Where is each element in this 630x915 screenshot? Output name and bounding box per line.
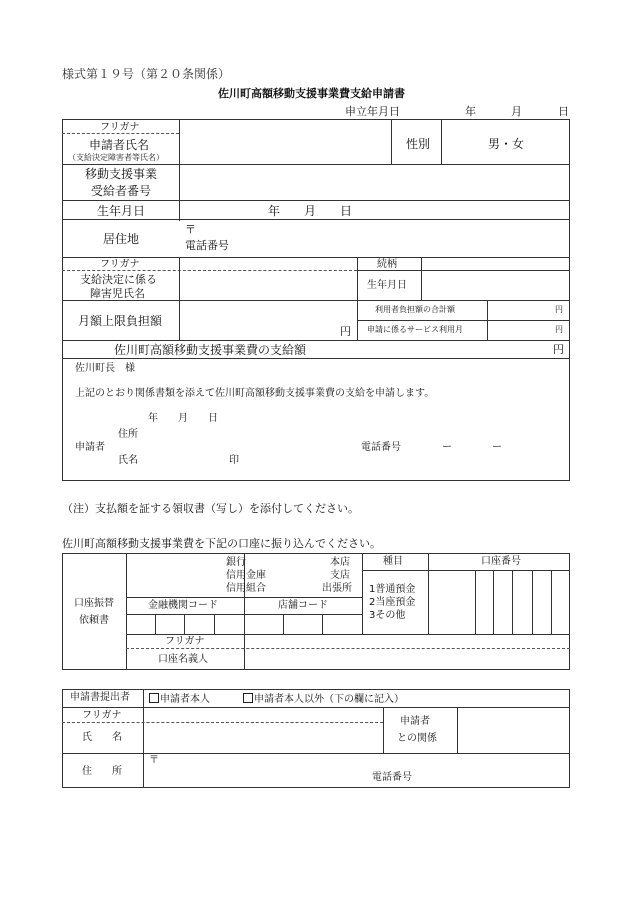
monthly-cap-label: 月額上限負担額 [78,314,163,328]
application-year-label: 年 [465,105,476,118]
recipient-number-label-2: 受給者番号 [91,184,152,198]
branch-type-sub: 出張所 [322,583,352,594]
gender-options[interactable]: 男・女 [488,137,525,151]
relation-label: 続柄 [377,259,397,270]
monthly-cap-yen: 円 [340,325,351,338]
child-name-label-1: 支給決定に係る [80,273,157,286]
bank-code-label: 金融機関コード [148,600,218,611]
phone-dash-2: ー [492,442,502,453]
bank-heading: 佐川町高額移動支援事業費を下記の口座に振り込んでください。 [62,537,381,550]
branch-type-main: 本店 [330,557,350,568]
seal-mark: 印 [229,455,239,466]
submitter-label: 申請書提出者 [70,692,130,703]
service-cost-label: 申請に係るサービス利用月 [367,325,463,334]
applicant-name-label: 申請者氏名 [89,138,150,152]
option-self-label: 申請者本人 [160,694,210,705]
branch-type-branch: 支店 [330,570,350,581]
account-number-label: 口座番号 [481,556,521,567]
declaration-address-label: 住所 [118,429,138,440]
receipt-note: （注）支払額を証する領収書（写し）を添付してください。 [62,502,359,515]
service-cost-yen: 円 [555,325,563,334]
user-total-label: 利用者負担額の合計額 [375,305,455,314]
applicant-name-note: （支給決定障害者等氏名） [68,153,164,162]
residence-label: 居住地 [103,232,140,246]
transfer-label-2: 依頼書 [79,615,109,626]
bank-type-kumiai: 信用組合 [226,583,266,594]
submitter-address-label: 住 所 [82,766,122,777]
gender-label: 性別 [406,137,431,151]
child-furigana-label: フリガナ [100,259,140,270]
declaration-name-label: 氏名 [118,455,138,466]
bank-type-shinkin: 信用金庫 [226,570,266,581]
residence-phone-label: 電話番号 [185,239,229,252]
payment-amount-label: 佐川町高額移動支援事業費の支給額 [114,343,307,357]
submitter-phone-label: 電話番号 [372,772,412,783]
declaration-applicant-label: 申請者 [75,442,105,453]
user-total-yen: 円 [555,305,563,314]
submitter-postal-mark: 〒 [149,755,159,766]
option-self[interactable] [149,693,210,705]
declaration-statement: 上記のとおり関係書類を添えて佐川町高額移動支援事業費の支給を申請します。 [75,388,435,399]
application-month-label: 月 [511,105,522,118]
option-other[interactable] [243,693,404,705]
account-type-other: 3その他 [369,610,406,621]
account-holder-label: 口座名義人 [158,654,208,665]
declaration-date: 年 月 日 [148,413,218,424]
form-number: 様式第１９号（第２０条関係） [62,67,231,81]
birth-date-label: 生年月日 [97,204,146,218]
holder-furigana-label: フリガナ [165,636,205,647]
application-date-label: 申立年月日 [345,105,400,118]
bank-type-bank: 銀行 [226,557,246,568]
account-type-label: 種目 [383,556,403,567]
postal-mark: 〒 [185,223,196,236]
form-title: 佐川町高額移動支援事業費支給申請書 [218,87,405,100]
submitter-relation-label-1: 申請者 [400,716,430,727]
account-type-ordinary: 1普通預金 [369,584,416,595]
branch-code-label: 店舗コード [278,600,328,611]
submitter-name-label: 氏 名 [82,732,122,743]
option-self-checkbox[interactable] [149,693,159,703]
child-birth-label: 生年月日 [367,280,407,291]
submitter-furigana-label: フリガナ [82,710,122,721]
application-day-label: 日 [558,105,569,118]
addressee: 佐川町長 様 [75,363,135,374]
payment-amount-yen: 円 [553,343,564,356]
recipient-number-label-1: 移動支援事業 [85,167,158,181]
option-other-checkbox[interactable] [243,693,253,703]
account-type-current: 2当座預金 [369,597,416,608]
birth-date-placeholder: 年 月 日 [268,204,353,218]
declaration-phone-label: 電話番号 [361,442,401,453]
option-other-label: 申請者本人以外（下の欄に記入） [254,694,404,705]
child-name-label-2: 障害児氏名 [90,287,145,300]
phone-dash-1: ー [442,442,452,453]
transfer-label-1: 口座振替 [74,598,114,609]
applicant-furigana-label: フリガナ [100,122,140,133]
submitter-relation-label-2: との関係 [397,733,437,744]
